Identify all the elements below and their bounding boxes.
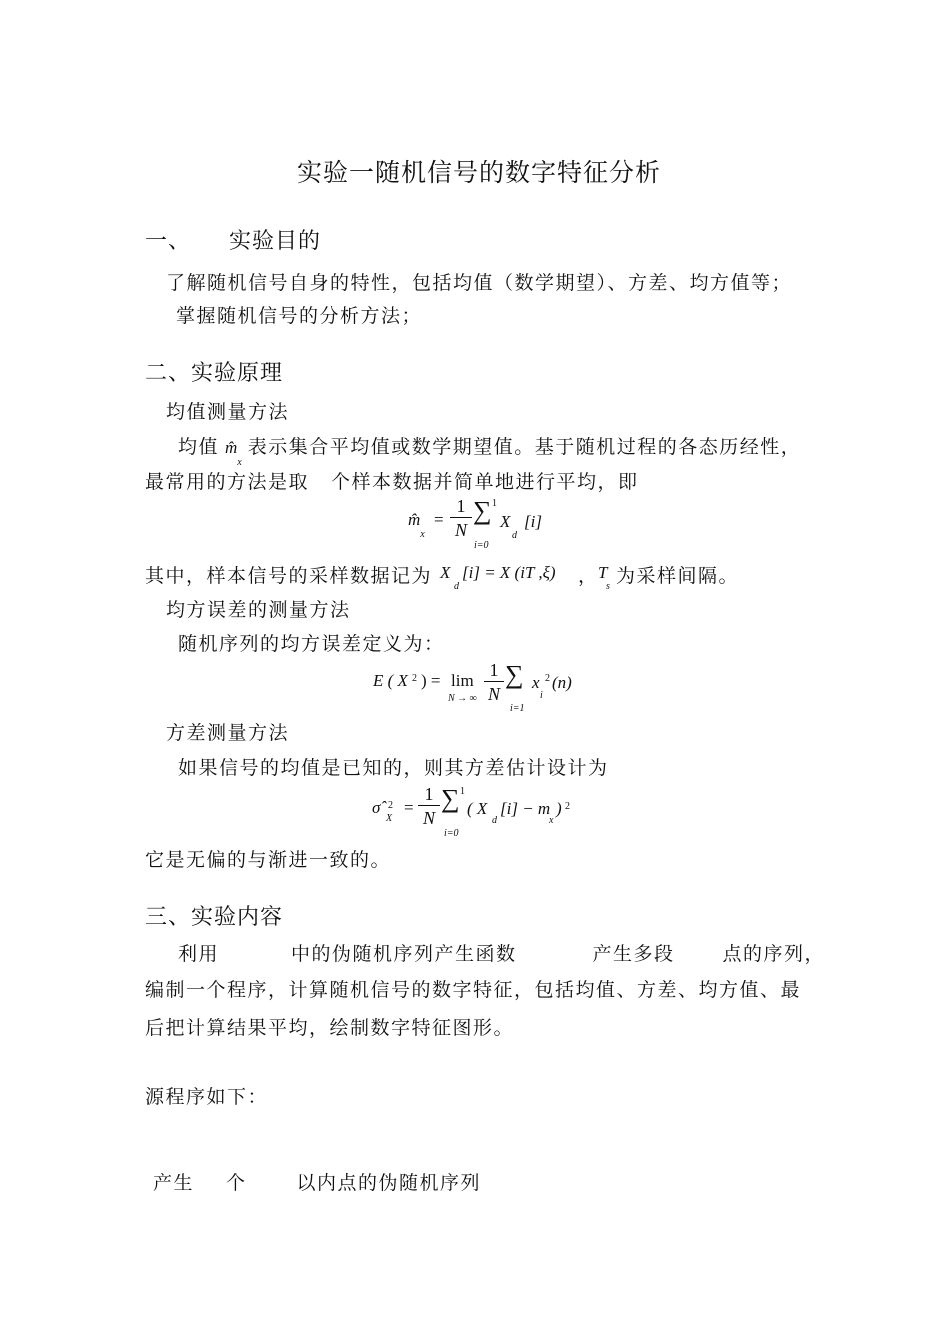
content-line3: 后把计算结果平均，绘制数字特征图形。 [145,1017,515,1039]
mean-label: 均值 [178,436,220,458]
mse-method-title: 均方误差的测量方法 [166,599,351,621]
sum-symbol: ∑ [473,496,492,525]
variance-fraction: 1 N [418,784,440,828]
mean-formula-lhs: $m̂_x$ [408,510,425,540]
document-title: 实验一随机信号的数字特征分析 [297,158,662,187]
source-code-label: 源程序如下： [145,1086,269,1108]
section-2-heading: 二、实验原理 [145,361,284,386]
mse-definition-text: 随机序列的均方误差定义为： [178,633,445,655]
mean-symbol: $m̂_x$ [225,438,242,468]
content-line2: 编制一个程序，计算随机信号的数字特征，包括均值、方差、均方值、最 [145,979,802,1001]
mean-fraction: 1 N [450,496,472,540]
section-1-heading [145,224,321,255]
mean-definition-text: 表示集合平均值或数学期望值。基于随机过程的各态历经性， [247,436,802,458]
sample-interval-text: 为采样间隔。 [616,565,740,587]
section-3-heading: 三、实验内容 [145,905,284,930]
variance-conclusion: 它是无偏的与渐进一致的。 [145,849,392,871]
mean-method-title: 均值测量方法 [166,401,290,423]
section-1-number: 一、 [145,229,192,254]
objective-1: 了解随机信号自身的特性，包括均值（数学期望）、方差、均方值等； [166,272,793,294]
objective-2: 掌握随机信号的分析方法； [176,305,423,327]
document-page: 实验一随机信号的数字特征分析 一、 实验目的 了解随机信号自身的特性，包括均值（数学期望）、方差、均方值等； 掌握随机信号的分析方法； 二、实验原理 均值测量方法 均值 $m̂_x$表示集合平均值或数学期望值。基于随机过程的各态历经性， 最常用的方法是取 个样本数据并简单地进行平均，即 $m̂_x$ = 1 N ∑ 1 i=0 X d [i] 其中，样本信号的采样数据记为 X d [i] = X (iT ,ξ) ， T s 为采样间隔。 均方误差的测量方法 随机序列的均方误差定义为： E ( X 2 ) = lim N → ∞ 1 N ∑ i=1 x 2 i (n) 方差测量方法 如果信号的均值是已知的，则其方差估计设计为 σ̂ 2 X = 1 N ∑ 1 i=0 ( X d [i] − m x ) 2 它是无偏的与渐进一致的。 三、实验内容 利用 中的伪随机序列产生函数 产生多段 点的序列， 编制一个程序，计算随机信号的数字特征，包括均值、方差、均方值、最 后把计算结果平均，绘制数字特征图形。 源程序如下： 产生 个 以内点的伪随机序列 [0,0,950,1344]
sample-sentence: 其中，样本信号的采样数据记为 [145,565,433,587]
mse-fraction: 1 N [484,660,504,704]
section-1-title: 实验目的 [229,229,322,254]
mean-paragraph-line2: 最常用的方法是取 个样本数据并简单地进行平均，即 [145,471,639,493]
variance-definition-text: 如果信号的均值是已知的，则其方差估计设计为 [178,757,609,779]
mean-paragraph-line1 [178,432,802,468]
variance-method-title: 方差测量方法 [166,722,290,744]
content-line1: 利用 中的伪随机序列产生函数 产生多段 点的序列， [178,943,826,965]
code-comment: 产生 个 以内点的伪随机序列 [153,1172,482,1194]
